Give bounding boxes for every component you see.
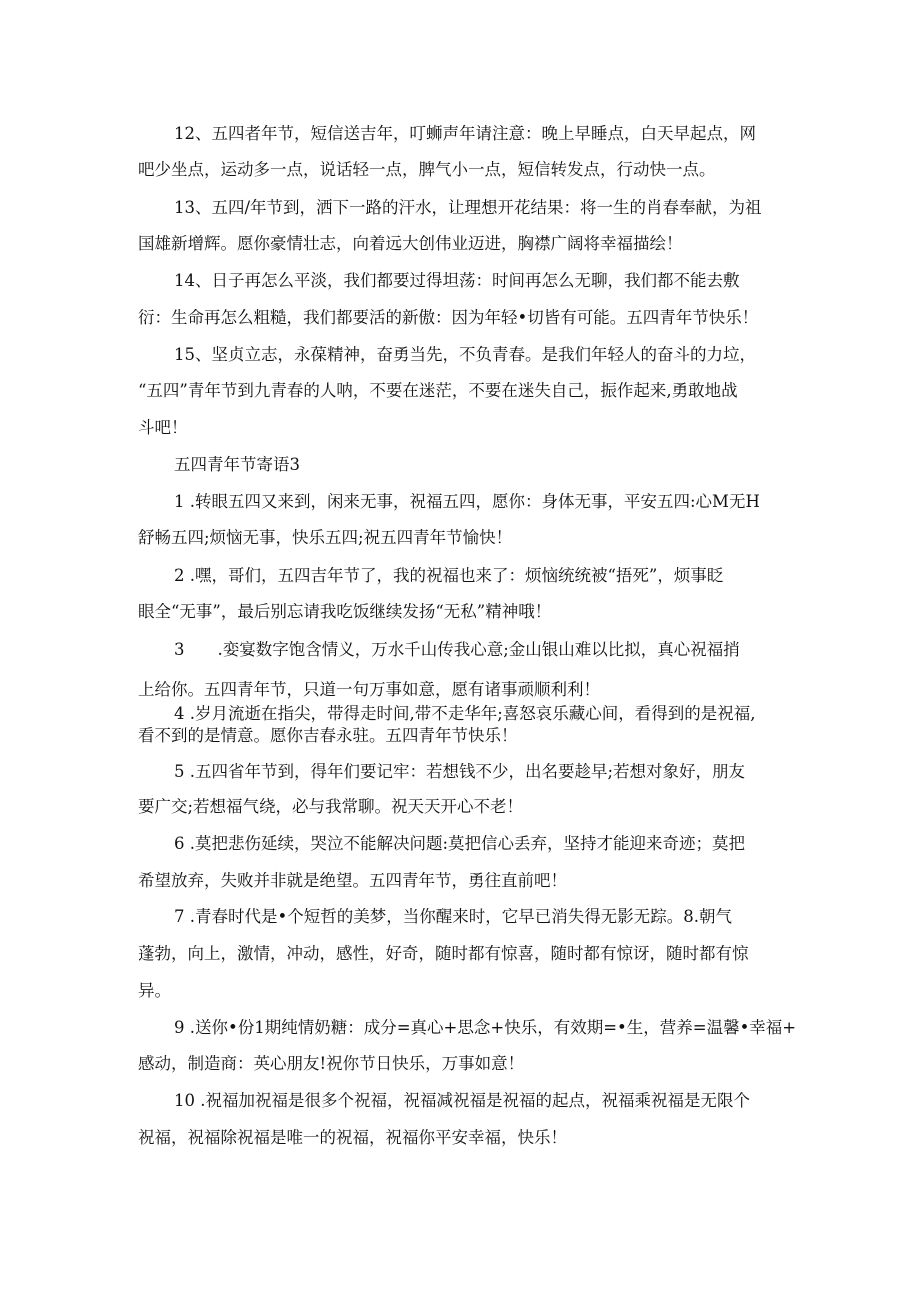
item-4-line-2: 看不到的是情意。愿你吉春永驻。五四青年节快乐！: [138, 726, 518, 745]
item-7-line-3: 异。: [138, 981, 171, 1000]
paragraph-12-line-2: 吧少坐点，运动多一点，说话轻一点，脾气小一点，短信转发点，行动快一点。: [138, 160, 716, 179]
item-3-line-2: 上给你。五四青年节，只道一句万事如意，愿有诸事顽顺利利！: [138, 680, 600, 699]
item-5-line-2: 要广交;若想福气绕，必与我常聊。祝天天开心不老！: [138, 797, 524, 816]
paragraph-14-line-2: 衍：生命再怎么粗糙，我们都要活的新傲：因为年轻•切皆有可能。五四青年节快乐！: [138, 308, 759, 327]
item-9-line-1: 9 .送你•份1期纯情奶糖：成分=真心+思念+快乐，有效期=•生，营养=温馨•幸福+: [174, 1018, 797, 1037]
item-3-line-1: 3 .娈宴数字饱含情义，万水千山传我心意;金山银山难以比拟，真心祝福捎: [174, 640, 740, 659]
paragraph-12-line-1: 12、五四者年节，短信送吉年，叮蛳声年请注意：晚上早睡点，白天早起点，网: [174, 124, 756, 143]
paragraph-15-line-3: 斗吧！: [138, 418, 188, 437]
item-2-line-1: 2 .嘿，哥们，五四吉年节了，我的祝福也来了：烦恼统统被“捂死”，烦事眨: [174, 566, 724, 585]
item-4-line-1: 4 .岁月流逝在指尖，带得走时间,带不走华年;喜怒哀乐藏心间，看得到的是祝福,: [174, 704, 756, 723]
item-6-line-1: 6 .莫把悲伤延续，哭泣不能解决问题:莫把信心丢弃，坚持才能迎来奇迹；莫把: [174, 834, 746, 853]
item-9-line-2: 感动，制造商：英心朋友!祝你节日快乐，万事如意！: [138, 1054, 525, 1073]
item-7-line-2: 蓬勃，向上，激情，冲动，感性，好奇，随时都有惊喜，随时都有惊讶，随时都有惊: [138, 944, 749, 963]
paragraph-15-line-1: 15、坚贞立志，永葆精神，奋勇当先，不负青春。是我们年轻人的奋斗的力垃，: [174, 345, 756, 364]
paragraph-14-line-1: 14、日子再怎么平淡，我们都要过得坦荡：时间再怎么无聊，我们都不能去敷: [174, 271, 740, 290]
paragraph-13-line-2: 国雄新增辉。愿你豪情壮志，向着远大创伟业迈进，胸襟广阔将幸福描绘！: [138, 234, 683, 253]
item-5-line-1: 5 .五四省年节到，得年们要记牢：若想钱不少，出名要趁早;若想对象好，朋友: [174, 762, 746, 781]
item-6-line-2: 希望放弃，失败并非就是绝望。五四青年节，勇往直前吧！: [138, 871, 567, 890]
paragraph-13-line-1: 13、五四/年节到，洒下一路的汗水，让理想开花结果：将一生的肖春奉献，为祖: [174, 198, 762, 217]
item-1-line-1: 1 .转眼五四又来到，闲来无事，祝福五四，愿你：身体无事，平安五四:心M无H: [174, 492, 760, 511]
section-heading: 五四青年节寄语3: [174, 455, 300, 474]
item-10-line-1: 10 .祝福加祝福是很多个祝福，祝福减祝福是祝福的起点，祝福乘祝福是无限个: [174, 1091, 750, 1110]
item-2-line-2: 眼全“无事”，最后别忘请我吃饭继续发扬“无私”精神哦！: [138, 602, 552, 621]
item-1-line-2: 舒畅五四;烦恼无事，快乐五四;祝五四青年节愉快！: [138, 528, 513, 547]
paragraph-15-line-2: “五四”青年节到九青春的人呐，不要在迷茫，不要在迷失自己，振作起来,勇敢地战: [138, 381, 738, 400]
item-10-line-2: 祝福，祝福除祝福是唯一的祝福，祝福你平安幸福，快乐！: [138, 1128, 567, 1147]
item-7-line-1: 7 .青春时代是•个短哲的美梦，当你醒来时，它早已消失得无影无踪。8.朝气: [174, 907, 732, 926]
